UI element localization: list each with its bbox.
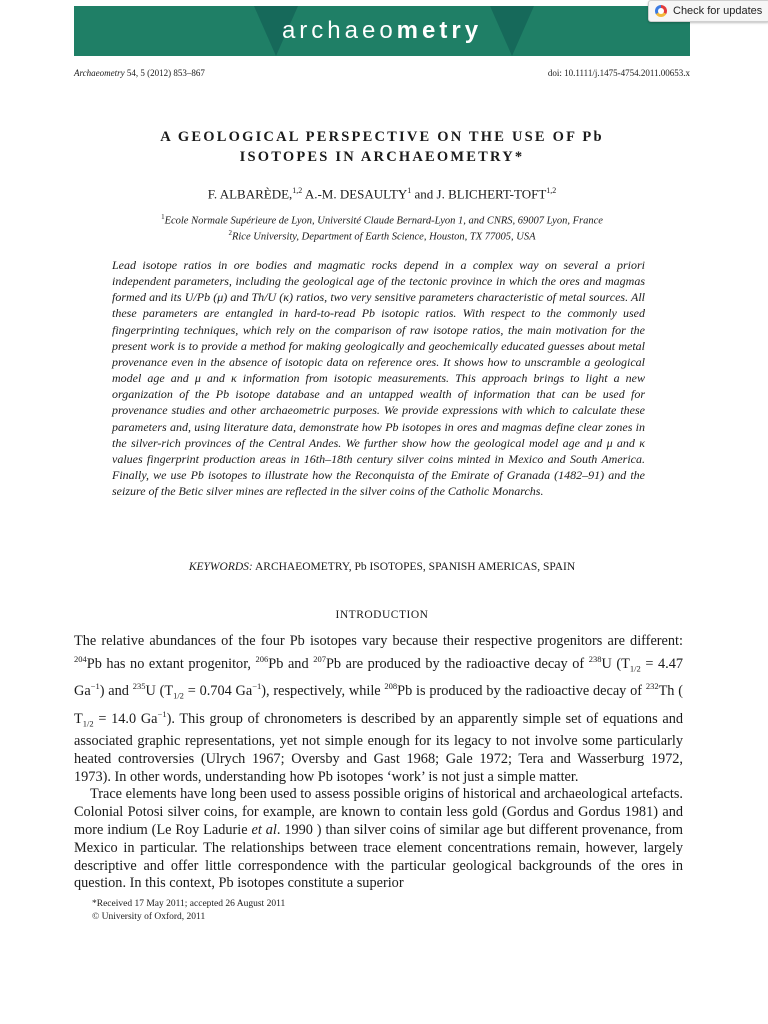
text-run: ), respectively, while bbox=[261, 682, 385, 699]
paper-title-line-2: ISOTOPES IN ARCHAEOMETRY* bbox=[239, 149, 525, 165]
affiliation-2 bbox=[74, 229, 690, 243]
text-run: U (T bbox=[601, 655, 630, 672]
journal-volume: 54, 5 (2012) 853–867 bbox=[124, 68, 205, 78]
keywords-label: KEYWORDS: bbox=[188, 561, 253, 573]
affiliation-text: Ecole Normale Supérieure de Lyon, Université Claude Bernard-Lyon 1, and CNRS, 69007 Lyon, France bbox=[164, 215, 603, 227]
section-heading: INTRODUCTION bbox=[335, 609, 429, 621]
exponent-sup: −1 bbox=[252, 681, 262, 692]
copyright-notice: © University of Oxford, 2011 bbox=[92, 912, 206, 922]
half-life-sub: 1/2 bbox=[629, 663, 641, 674]
text-run: = 0.704 Ga bbox=[183, 682, 253, 699]
text-run: Pb are produced by the radioactive decay of bbox=[325, 655, 589, 672]
text-run: Pb has no extant progenitor, bbox=[86, 655, 256, 672]
text-run: Trace elements have long been used to assess possible origins of historical and archaeological artefacts. Colonial Potosi silver coins, for example, are known to contain less gold (Gordus and Gordus 1981) and more indium (Le Roy Ladurie bbox=[74, 786, 683, 839]
paragraph-1 bbox=[74, 633, 683, 786]
journal-name: Archaeometry bbox=[74, 68, 125, 78]
text-run: Pb and bbox=[268, 655, 314, 672]
doi-link[interactable]: doi: 10.1111/j.1475-4754.2011.00653.x bbox=[547, 68, 690, 78]
author-list bbox=[74, 186, 690, 202]
abstract: Lead isotope ratios in ore bodies and magmatic rocks depend in a complex way on several a priori independent parameters, including the geological age of the tectonic province in which the ores and magmas formed and its U/Pb (μ) and Th/U (κ) ratios, two very sensitive parameters characteristic of metal sources. All these parameters are entangled in hard-to-read Pb isotopic ratios. With respect to the commonly used fingerprinting techniques, which rely on the comparison of raw isotope ratios, the main motivation for the present work is to provide a method for making geologically and geochemically educated guesses about metal provenance even in the absence of isotopic data on reference ores. It shows how to unscramble a geological model age and μ and κ information from isotopic measurements. This approach brings to light a new organization of the Pb isotope database and an untapped wealth of information that can be used for provenance studies and other archaeometric purposes. We provide expressions with which to calculate these parameters and, using literature data, demonstrate how Pb isotopes in ores and magmas define clear zones in the silver-rich provinces of the Central Andes. We further show how the geological model age and μ and κ values fingerprint production areas in 16th–18th century silver coins minted in Mexico and South America. Finally, we use Pb isotopes to illustrate how the Reconquista of the Emirate of Granada (1482–91) and the seizure of the Betic silver mines are reflected in the silver coins of the Catholic Monarchs. bbox=[112, 258, 645, 499]
text-run: The relative abundances of the four Pb isotopes vary because their respective progenitors are different: bbox=[74, 633, 683, 649]
isotope-sup: 207 bbox=[313, 653, 326, 664]
received-date: *Received 17 May 2011; accepted 26 August 2011 bbox=[92, 899, 286, 909]
text-run: Pb is produced by the radioactive decay of bbox=[397, 682, 646, 699]
paragraph-2 bbox=[74, 786, 683, 893]
affiliation-number: 1 bbox=[161, 213, 165, 221]
exponent-sup: −1 bbox=[90, 681, 100, 692]
author-affil-sup: 1,2 bbox=[292, 186, 303, 195]
journal-logo bbox=[74, 17, 690, 45]
journal-citation bbox=[74, 68, 205, 78]
isotope-sup: 235 bbox=[132, 681, 146, 692]
half-life-sub: 1/2 bbox=[173, 690, 184, 701]
exponent-sup: −1 bbox=[157, 708, 167, 719]
isotope-sup: 208 bbox=[384, 681, 398, 692]
text-run: ). This group of chronometers is described by an apparently simple set of equations and associated graphic representations, yet not simple enough for its legacy to not involve some particularly heated controversies (Ulrych 1967; Oversby and Gast 1968; Gale 1972; Tera and Wasserburg 1972, 1973). In other words, understanding how Pb isotopes ‘work’ is not just a simple matter. bbox=[74, 710, 683, 785]
text-run: = 14.0 Ga bbox=[93, 710, 158, 727]
text-run: U (T bbox=[145, 682, 174, 699]
paper-title-line-1: A GEOLOGICAL PERSPECTIVE ON THE USE OF Pb bbox=[160, 129, 604, 145]
author-affil-sup: 1,2 bbox=[546, 186, 557, 195]
isotope-sup: 238 bbox=[588, 653, 602, 664]
isotope-sup: 206 bbox=[255, 653, 269, 664]
isotope-sup: 204 bbox=[74, 653, 87, 664]
footnote bbox=[92, 898, 285, 924]
affiliation-text: Rice University, Department of Earth Science, Houston, TX 77005, USA bbox=[231, 231, 536, 243]
isotope-sup: 232 bbox=[645, 681, 659, 692]
paper-title bbox=[74, 127, 690, 167]
half-life-sub: 1/2 bbox=[82, 718, 94, 729]
author-desaulty: A.-M. DESAULTY bbox=[302, 186, 408, 202]
text-run: ) and bbox=[99, 682, 133, 699]
check-for-updates-label: Check for updates bbox=[673, 5, 763, 17]
et-al-italic: et al bbox=[251, 822, 277, 839]
keywords-text: ARCHAEOMETRY, Pb ISOTOPES, SPANISH AMERICAS, SPAIN bbox=[252, 561, 576, 573]
keywords-line bbox=[74, 561, 690, 573]
text-run: . 1990 ) than silver coins of similar age but different provenance, from Mexico in particular. The relationships between trace element concentrations remain, however, largely descriptive and offer little correspondence with the particular geological backgrounds of the ores in question. In this context, Pb isotopes constitute a superior bbox=[74, 822, 684, 892]
check-for-updates-button[interactable] bbox=[648, 0, 768, 22]
text-run: = 4.47 Ga bbox=[74, 655, 683, 699]
journal-banner bbox=[74, 6, 690, 56]
affiliation-1 bbox=[74, 213, 690, 227]
logo-light-part: archaeo bbox=[281, 17, 397, 44]
logo-bold-part: metry bbox=[396, 17, 483, 44]
introduction-body bbox=[74, 633, 683, 893]
affiliation-number: 2 bbox=[228, 229, 232, 237]
author-blichert-toft: and J. BLICHERT-TOFT bbox=[411, 186, 547, 202]
author-albarede: F. ALBARÈDE, bbox=[207, 186, 293, 202]
crossmark-icon bbox=[655, 5, 667, 17]
author-affil-sup: 1 bbox=[407, 186, 412, 195]
text-run: Th ( T bbox=[74, 682, 683, 727]
